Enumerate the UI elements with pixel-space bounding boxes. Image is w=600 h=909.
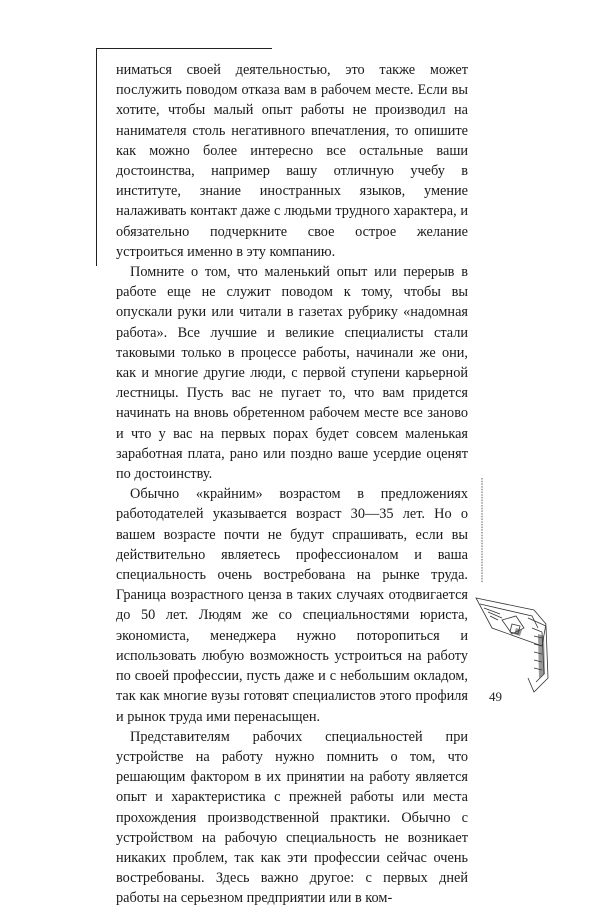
paragraph: Обычно «крайним» возрастом в предложениях работодателей указывается возраст 30—35 лет. Но о вашем возрасте почти не будут спрашивать, если вы действительно являетесь профессионалом и ваша специальность очень востребована на рынке труда. Граница возрастного ценза в таких случаях отодвигается до 50 лет. Людям же со специальностями юриста, экономиста, менеджера нужно поторопиться и использовать любую возможность устроиться на работу по своей профессии, пусть даже и с небольшим окладом, так как многие вузы готовят специалистов этого профиля и рынок труда ими перенасыщен. — [116, 486, 468, 725]
corner-rule-vertical — [96, 48, 97, 266]
paragraph: Представителям рабочих специальностей при устройстве на работу нужно помнить о том, что решающим фактором в их принятии на работу является опыт и характеристика с прежней работы или места прохождения производственной практики. Обычно с устройством на рабочую специальность не возникает никаких проблем, так как эти профессии сейчас очень востребованы. Здесь важно другое: с первых дней работы на серьезном предприятии или в ком- — [116, 728, 468, 907]
page-number: 49 — [489, 689, 502, 704]
corner-rule-horizontal — [96, 48, 272, 49]
paragraph: ниматься своей деятельностью, это также может послужить поводом отказа вам в рабочем месте. Если вы хотите, чтобы малый опыт работы не производил на нанимателя столь негативного впечатления, то опишите как можно более интересно все остальные ваши достоинства, например вашу отличную учебу в институте, знание иностранных языков, умение налаживать контакт даже с людьми трудного характера, и обязательно подчеркните свое острое желание устроиться именно в эту компанию. — [116, 62, 468, 260]
body-text — [116, 60, 468, 909]
paragraph: Помните о том, что маленький опыт или перерыв в работе еще не служит поводом к тому, чтобы вы опускали руки или читали в газетах рубрику «надомная работа». Все лучшие и великие специалисты стали таковыми только в процессе работы, начинали же они, как и многие другие люди, с первой ступени карьерной лестницы. Пусть вас не пугает то, что вам придется начинать на вновь обретенном рабочем месте все заново и что у вас на первых порах будет совсем маленькая заработная плата, рано или поздно ваше усердие оценят по достоинству. — [116, 264, 468, 483]
stapler-sketch-illustration — [472, 478, 552, 718]
